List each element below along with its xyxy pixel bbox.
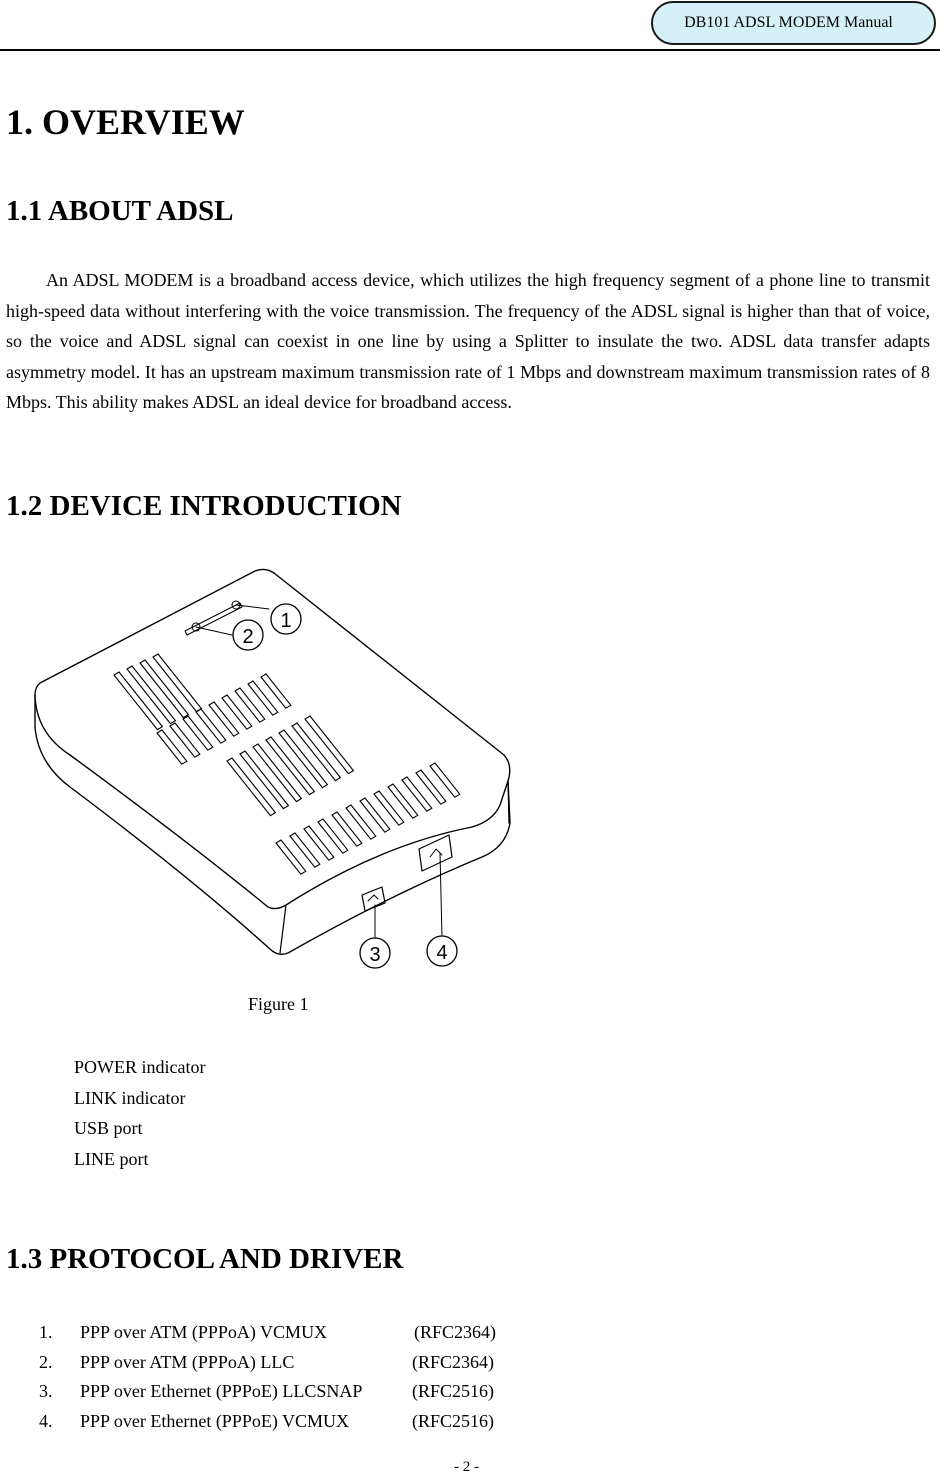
vent-slot	[248, 681, 278, 715]
protocol-rfc: (RFC2516)	[412, 1381, 495, 1401]
protocol-name: PPP over ATM (PPPoA) VCMUX	[80, 1322, 328, 1342]
vent-slot	[374, 791, 404, 825]
about-adsl-paragraph: An ADSL MODEM is a broadband access device, which utilizes the high frequency segment of a phone line to transmit high-speed data without interfering with the voice transmission. The frequency of the ADSL signal is higher than that of voice, so the voice and ADSL signal can coexist in one line by using a Splitter to insulate the two. ADSL data transfer adapts asymmetry model. It has an upstream maximum transmission rate of 1 Mbps and downstream maximum transmission rates of 8 Mbps. This ability makes ADSL an ideal device for broadband access.	[6, 270, 930, 413]
vent-slot	[153, 654, 201, 712]
protocol-rfc: (RFC2516)	[412, 1410, 495, 1431]
vent-slot	[140, 660, 188, 718]
protocol-name: PPP over Ethernet (PPPoE) LLCSNAP	[80, 1381, 363, 1401]
figure-legend-list	[74, 1052, 205, 1174]
vent-slot	[318, 819, 348, 853]
vent-slot	[276, 840, 306, 874]
protocol-name: PPP over ATM (PPPoA) LLC	[80, 1351, 295, 1372]
callout-label-2: 2	[242, 626, 254, 648]
vent-slot	[261, 674, 291, 708]
vent-slot	[196, 709, 226, 743]
vent-slot	[388, 784, 418, 818]
line-port	[419, 835, 452, 871]
vent-slot	[290, 833, 320, 867]
callout-label-1: 1	[280, 610, 292, 632]
vent-slot	[346, 805, 376, 839]
vent-slot	[170, 723, 200, 757]
vent-slots	[114, 654, 460, 874]
protocol-rfc: (RFC2364)	[412, 1351, 495, 1372]
legend-item-link-indicator: LINK indicator	[74, 1087, 186, 1108]
vent-slot	[304, 826, 334, 860]
vent-slot	[157, 730, 187, 764]
vent-slot	[222, 695, 252, 729]
callout-group	[233, 604, 457, 968]
vent-slot	[416, 770, 446, 804]
protocol-number: 4.	[39, 1410, 53, 1431]
header-rule	[0, 49, 940, 51]
vent-slot	[360, 798, 390, 832]
modem-base-outline	[35, 695, 510, 954]
vent-slot	[114, 672, 162, 730]
vent-slot	[332, 812, 362, 846]
protocol-number: 2.	[39, 1351, 53, 1372]
protocol-number: 1.	[39, 1322, 53, 1342]
legend-item-usb-port: USB port	[74, 1118, 143, 1138]
section-heading-overview: 1. OVERVIEW	[6, 102, 245, 142]
vent-slot	[209, 702, 239, 736]
callout-label-3: 3	[369, 944, 381, 966]
usb-port	[362, 887, 385, 911]
header-title: DB101 ADSL MODEM Manual	[651, 1, 936, 45]
section-heading-protocol-and-driver: 1.3 PROTOCOL AND DRIVER	[6, 1243, 404, 1275]
legend-item-power-indicator: POWER indicator	[74, 1057, 206, 1077]
page-number: - 2 -	[454, 1459, 479, 1475]
protocol-number: 3.	[39, 1381, 53, 1401]
vent-slot	[235, 688, 265, 722]
modem-figure	[30, 565, 530, 985]
protocol-name: PPP over Ethernet (PPPoE) VCMUX	[80, 1410, 350, 1431]
vent-slot	[430, 763, 460, 797]
figure-caption: Figure 1	[248, 994, 309, 1014]
vent-slot	[402, 777, 432, 811]
vent-slot	[127, 666, 175, 724]
callout-label-4: 4	[436, 942, 448, 964]
protocol-rfc: (RFC2364)	[414, 1322, 497, 1342]
section-heading-about-adsl: 1.1 ABOUT ADSL	[6, 195, 234, 227]
vent-slot	[183, 716, 213, 750]
section-heading-device-introduction: 1.2 DEVICE INTRODUCTION	[6, 490, 402, 522]
legend-item-line-port: LINE port	[74, 1148, 149, 1169]
